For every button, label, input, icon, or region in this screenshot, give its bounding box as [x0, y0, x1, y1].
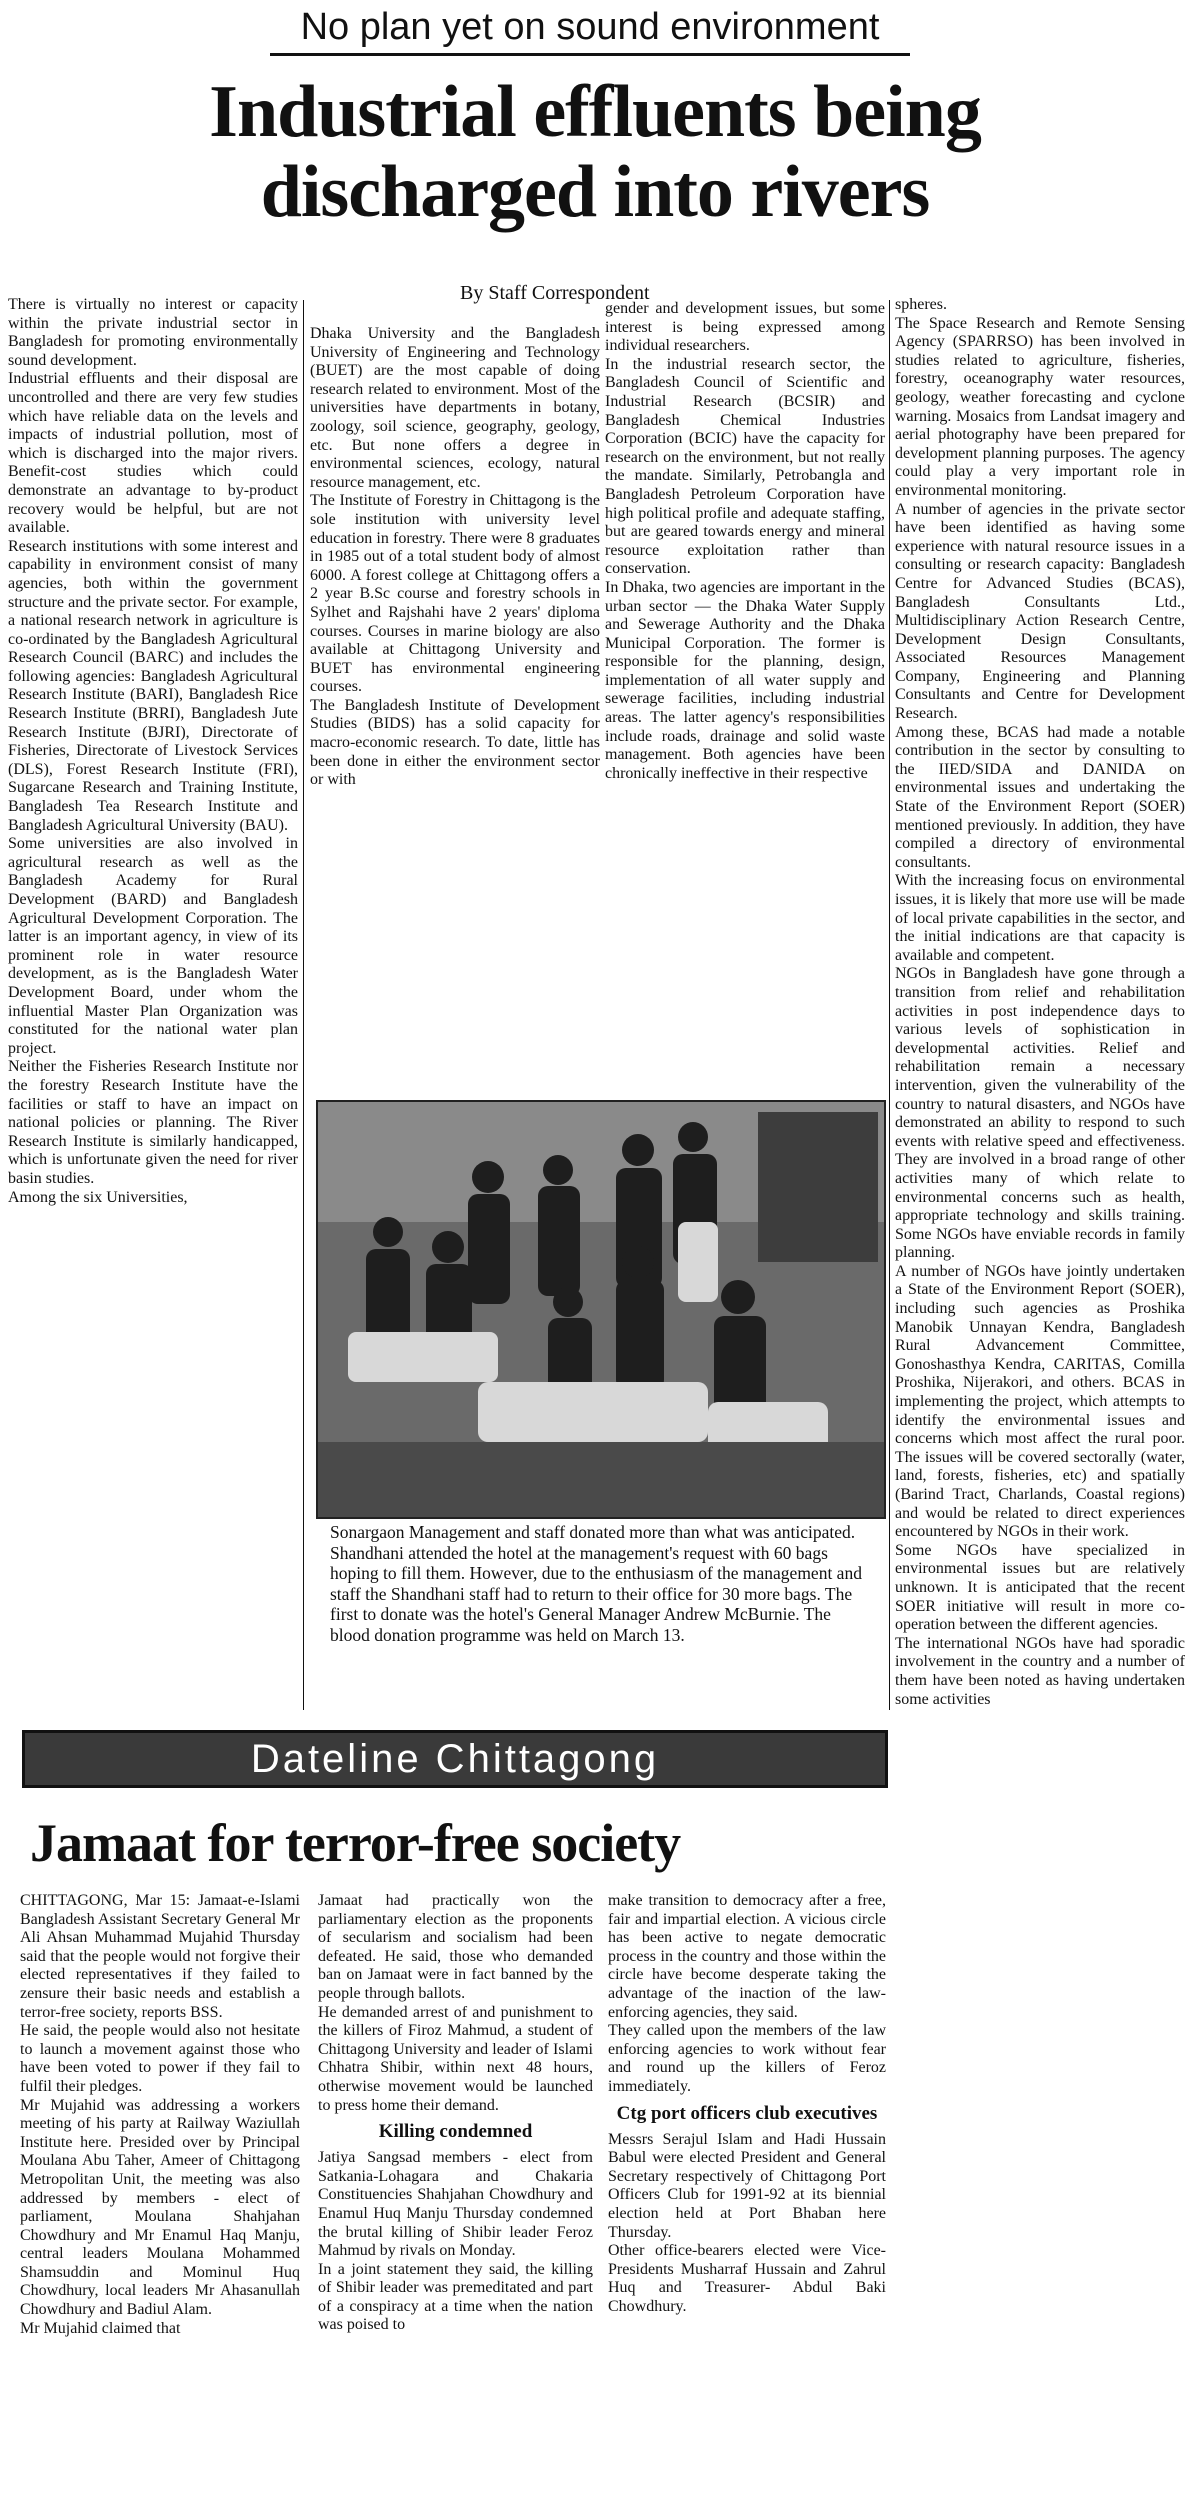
- kicker: No plan yet on sound environment: [270, 6, 910, 56]
- story2-column-1: [20, 1892, 300, 2500]
- paragraph: A number of agencies in the private sector have been identified as having some experience with natural resource issues in a consulting or research capacity: Bangladesh Centre for Advanced Studies (BCAS), Bangladesh Consultants Ltd., Multidisciplinary Action Research Centre, Development Design Consultants, Associated Resources Management Company, Engineering and Planning Consultants and Centre for Development Research.: [895, 500, 1185, 723]
- paragraph: Mr Mujahid claimed that: [20, 2319, 181, 2337]
- subhead-ctg-port: Ctg port officers club executives: [616, 2102, 878, 2124]
- paragraph: He said, the people would also not hesitate to launch a movement against those who have been voted to power if they fail to fulfil their pledges.: [20, 2022, 300, 2095]
- paragraph: The international NGOs have had sporadic involvement in the country and a number of them have been noted as having undertaken some activities: [895, 1634, 1185, 1708]
- paragraph: The Space Research and Remote Sensing Agency (SPARRSO) has been involved in studies related to agriculture, fisheries, forestry, oceanography water resources, geology, weather forecasting and cyclone warning. Mosaics from Landsat imagery and aerial photography have been prepared for development planning purposes. The agency could play a very important role in environmental monitoring.: [895, 314, 1185, 499]
- paragraph: With the increasing focus on environmental issues, it is likely that more use will be made of local private capabilities in the sector, and the initial indications are that capacity is available and competent.: [895, 872, 1185, 964]
- news-photo: [316, 1100, 886, 1519]
- paragraph: They called upon the members of the law enforcing agencies to work without fear and round up the killers of Feroz immediately.: [608, 2022, 886, 2095]
- paragraph: The Bangladesh Institute of Development Studies (BIDS) has a solid capacity for macro-economic research. To date, little has been done in either the environment sector or with: [310, 696, 600, 789]
- byline: By Staff Correspondent: [460, 282, 650, 304]
- subhead-killing-condemned: Killing condemned: [378, 2121, 533, 2143]
- article-column-4: [895, 296, 1185, 2496]
- dateline-banner: Dateline Chittagong: [22, 1730, 888, 1788]
- column-divider: [303, 300, 304, 1710]
- column-divider: [889, 300, 890, 1710]
- story2-column-2: [318, 1892, 593, 2500]
- paragraph: Neither the Fisheries Research Institute nor the forestry Research Institute have the facilities or staff to have an impact on national policies or planning. The River Research Institute is similarly handicapped, which is unfortunate given the need for river basin studies.: [8, 1058, 298, 1187]
- paragraph: Jamaat had practically won the parliamentary election as the proponents of secularism and socialism had been defeated. He said, those who demanded ban on Jamaat were in fact banned by the people through ballots.: [318, 1892, 593, 2002]
- paragraph: Some NGOs have specialized in environmental issues but are relatively unknown. It is anticipated that the recent SOER initiative will result in more co-operation between the different agencies.: [895, 1541, 1185, 1634]
- paragraph: make transition to democracy after a free, fair and impartial election. A vicious circle has been active to negate democratic process in the country and those within the circle have become desperate taking the advantage of the inaction of the law-enforcing agencies, they said.: [608, 1892, 886, 2021]
- paragraph: The Institute of Forestry in Chittagong is the sole institution with university level education in forestry. There were 8 graduates in 1985 out of a total student body of almost 6000. A forest college at Chittagong offers a 2 year B.Sc course and forestry schools in Sylhet and Rajshahi have 2 years' diploma courses. Courses in marine biology are also available at Chittagong University and BUET has environmental engineering courses.: [310, 492, 600, 696]
- paragraph: In the industrial research sector, the Bangladesh Council of Scientific and Industrial Research (BCSIR) and Bangladesh Chemical Industries Corporation (BCIC) have the capacity for research on the environment, but not really the mandate. Similarly, Petrobangla and Bangladesh Petroleum Corporation have high political profile and adequate staffing, but are geared towards energy and mineral resource exploitation rather than conservation.: [605, 355, 885, 578]
- paragraph: spheres.: [895, 296, 947, 313]
- headline-line-2: discharged into rivers: [260, 151, 930, 233]
- paragraph: Among these, BCAS had made a notable contribution in the sector by consulting to the IIED/SIDA and DANIDA on environmental issues and undertaking the State of the Environment Report (SOER) mentioned previously. In addition, they have compiled a directory of environmental consultants.: [895, 723, 1185, 871]
- headline-line-1: Industrial effluents being: [209, 71, 981, 153]
- paragraph: In Dhaka, two agencies are important in the urban sector — the Dhaka Water Supply and Sewerage Authority and the Dhaka Municipal Corporation. The former is responsible for the planning, design, implementation of all water supply and sewerage facilities, including industrial areas. The latter agency's responsibilities include roads, drainage and solid waste management. Both agencies have been chronically ineffective in their respective: [605, 578, 885, 782]
- headline: [20, 72, 1170, 232]
- paragraph: CHITTAGONG, Mar 15: Jamaat-e-Islami Bangladesh Assistant Secretary General Mr Ali Ahsan Muhammad Mujahid Thursday said that the people would not forgive their elected representatives if they failed to zensure their basic needs and establish a terror-free society, reports BSS.: [20, 1892, 300, 2021]
- paragraph: He demanded arrest of and punishment to the killers of Firoz Mahmud, a student of Chittagong University and leader of Islami Chhatra Shibir, within next 48 hours, otherwise movement would be launched to press home their demand.: [318, 2003, 593, 2114]
- photo-caption: Sonargaon Management and staff donated more than what was anticipated. Shandhani attended the hotel at the management's request with 60 bags hoping to fill them. However, due to the enthusiasm of the management and staff the Shandhani staff had to return to their office for 30 more bags. The first to donate was the hotel's General Manager Andrew McBurnie. The blood donation programme was held on March 13.: [330, 1522, 862, 1645]
- paragraph: Industrial effluents and their disposal are uncontrolled and there are very few studies which have reliable data on the levels and impacts of industrial pollution, most of which is discharged into the major rivers. Benefit-cost studies which could demonstrate an advantage to by-product recovery would be helpful, but are not available.: [8, 370, 298, 537]
- paragraph: A number of NGOs have jointly undertaken a State of the Environment Report (SOER), including such agencies as Proshika Manobik Unnayan Kendra, Bangladesh Rural Advancement Committee, Gonoshasthya Kendra, CARITAS, Comilla Proshika, Nijerakori, and others. BCAS in implementing the project, which attempts to identify the environmental issues and concerns which most affect the rural poor. The issues will be covered sectorally (water, land, forests, fisheries, etc) and spatially (Barind Tract, Charlands, Coastal regions) and would be related to direct experiences encountered by NGOs in their work.: [895, 1262, 1185, 1541]
- story2-column-3: [608, 1892, 886, 2500]
- paragraph: NGOs in Bangladesh have gone through a transition from relief and rehabilitation activities in post independence days to various levels of sophistication in developmental activities. Relief and rehabilitation remain a necessary intervention, given the vulnerability of the country to natural disasters, and NGOs have demonstrated an ability to respond to such events with relative speed and effectiveness. They are involved in a broad range of other activities many of which relate to environmental concerns such as health, appropriate technology and skills training. Some NGOs have enviable records in family planning.: [895, 965, 1185, 1262]
- photo-people-image: [318, 1102, 884, 1517]
- article-column-1: [8, 296, 298, 1718]
- paragraph: Dhaka University and the Bangladesh University of Engineering and Technology (BUET) are the most capable of doing research related to environment. Most of the universities have departments in botany, zoology, soil science, geography, geology, etc. But none offers a degree in environmental sciences, ecology, natural resource management, etc.: [310, 325, 600, 491]
- paragraph: There is virtually no interest or capacity within the private industrial sector in Bangladesh for promoting environmentally sound development.: [8, 296, 298, 369]
- paragraph: Some universities are also involved in agricultural research as well as the Bangladesh Academy for Rural Development (BARD) and Bangladesh Agricultural Development Corporation. The latter is an important agency, in view of its prominent role in water resource development, as is the Bangladesh Water Development Board, under whom the influential Master Plan Organization was constituted for the national water plan project.: [8, 835, 298, 1057]
- article-column-2: [310, 325, 600, 1055]
- headline-2: Jamaat for terror-free society: [30, 1813, 681, 1873]
- paragraph: In a joint statement they said, the killing of Shibir leader was premeditated and part of a conspiracy at a time when the nation was poised to: [318, 2260, 593, 2334]
- paragraph: Messrs Serajul Islam and Hadi Hussain Babul were elected President and General Secretary respectively of Chittagong Port Officers Club for 1991-92 at its biennial election held at Port Bhaban here Thursday.: [608, 2130, 886, 2241]
- paragraph: Other office-bearers elected were Vice-Presidents Musharraf Hussain and Zahrul Huq and Treasurer- Abdul Baki Chowdhury.: [608, 2242, 886, 2315]
- paragraph: Research institutions with some interest and capability in environment consist of many agencies, both within the government structure and the private sector. For example, a national research network in agriculture is co-ordinated by the Bangladesh Agricultural Research Council (BARC) and includes the following agencies: Bangladesh Agricultural Research Institute (BARI), Bangladesh Rice Research Institute (BRRI), Bangladesh Jute Research Institute (BJRI), Directorate of Fisheries, Directorate of Livestock Services (DLS), Forest Research Institute (FRI), Sugarcane Research and Training Institute, Bangladesh Tea Research Institute and Bangladesh Agricultural University (BAU).: [8, 537, 298, 834]
- paragraph: Among the six Universities,: [8, 1188, 188, 1206]
- paragraph: gender and development issues, but some interest is being expressed among individual researchers.: [605, 300, 885, 355]
- article-column-3: [605, 300, 885, 1055]
- paragraph: Jatiya Sangsad members - elect from Satkania-Lohagara and Chakaria Constituencies Shahjahan Chowdhury and Enamul Huq Manju Thursday condemned the brutal killing of Shibir leader Feroz Mahmud by rivals on Monday.: [318, 2149, 593, 2260]
- paragraph: Mr Mujahid was addressing a workers meeting of his party at Railway Waziullah Institute here. Presided over by Principal Moulana Abu Taher, Ameer of Chittagong Metropolitan Unit, the meeting was also addressed by members - elect of parliament, Moulana Shahjahan Chowdhury and Mr Enamul Haq Manju, central leaders Moulana Mohammed Shamsuddin and Mominul Huq Chowdhury, local leaders Mr Ahasanullah Chowdhury and Badiul Alam.: [20, 2096, 300, 2319]
